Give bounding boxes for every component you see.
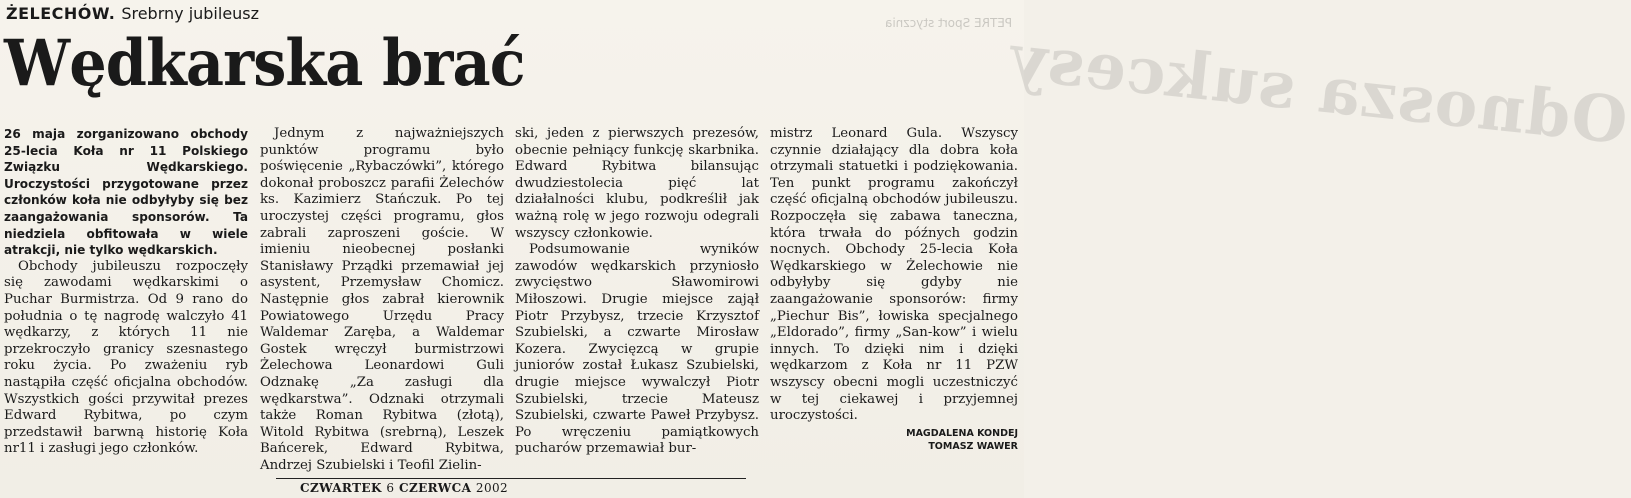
lead-paragraph: 26 maja zorganizowano obchody 25-lecia Koła nr 11 Polskiego Związku Wędkarskiego. Uroczystości przygotowane przez członków koła nie odbyłyby się bez zaangażowania sponsorów. Ta niedziela obfitowała w wiele atrakcji, nie tylko wędkarskich. (4, 127, 248, 258)
issue-day: CZWARTEK (300, 481, 382, 495)
body-paragraph: ski, jeden z pierwszych prezesów, obecnie pełniący funkcję skarbnika. Edward Rybitwa bilansując dwudziestolecia pięć lat działalności klubu, podkreślił jak ważną rolę w jego rozwoju odegrali wszyscy członkowie. (515, 126, 759, 241)
body-paragraph: Obchody jubileuszu rozpoczęły się zawodami wędkarskimi o Puchar Burmistrza. Od 9 rano do południa o tę nagrodę walczyło 41 wędkarzy, z których 11 nie przekroczyło granicy szesnastego roku życia. Po zważeniu ryb nastąpiła część oficjalna obchodów. Wszystkich gości przywitał prezes Edward Rybitwa, po czym przedstawił barwną historię Koła nr11 i zasługi jego członków. (4, 258, 248, 457)
bylines (770, 427, 1018, 453)
kicker-topic: Srebrny jubileusz (121, 4, 260, 23)
article-column-1 (4, 126, 248, 458)
issue-month: CZERWCA (399, 481, 472, 495)
author-byline: TOMASZ WAWER (928, 440, 1018, 452)
body-paragraph: Jednym z najważniejszych punktów programu było poświęcenie „Rybaczówki”, którego dokonał proboszcz parafii Żelechów ks. Kazimierz Stańczuk. Po tej uroczystej części programu, głos zabrali zaproszeni goście. W imieniu nieobecnej posłanki Stanisławy Prządki przemawiał jej asystent, Przemysław Chomicz. Następnie głos zabrał kierownik Powiatowego Urzędu Pracy Waldemar Zaręba, a Waldemar Gostek wręczył burmistrzowi Żelechowa Leonardowi Guli Odznakę „Za zasługi dla wędkarstwa”. Odznaki otrzymali także Roman Rybitwa (złotą), Witold Rybitwa (srebrną), Leszek Bańcerek, Edward Rybitwa, Andrzej Szubielski i Teofil Zielin- (260, 126, 504, 473)
article-column-2 (260, 126, 504, 474)
body-paragraph: mistrz Leonard Gula. Wszyscy czynnie działający dla dobra koła otrzymali statuetki i podziękowania. Ten punkt programu zakończył część oficjalną obchodów jubileuszu. Rozpoczęła się zabawa taneczna, która trwała do późnych godzin nocnych. Obchody 25-lecia Koła Wędkarskiego w Żelechowie nie odbyłyby się gdyby nie zaangażowanie sponsorów: firmy „Piechur Bis”, łowiska specjalnego „Eldorado”, firmy „San-kow” i wielu innych. To dzięki nim i dzięki wędkarzom z Koła nr 11 PZW wszyscy obecni mogli uczestniczyć w tej ciekawej i przyjemnej uroczystości. (770, 126, 1018, 424)
author-byline: MAGDALENA KONDEJ (906, 427, 1018, 439)
showthrough-small-text: PETRE Sport stycznia (884, 16, 1012, 30)
article-column-3 (515, 126, 759, 458)
kicker-place: ŻELECHÓW. (6, 4, 116, 23)
article-column-4 (770, 126, 1018, 453)
footer-rule (276, 478, 746, 479)
body-paragraph: Podsumowanie wyników zawodów wędkarskich przyniosło zwycięstwo Sławomirowi Miłoszowi. Drugie miejsce zajął Piotr Przybysz, trzecie Krzysztof Szubielski, a czwarte Mirosław Kozera. Zwycięzcą w grupie juniorów został Łukasz Szubielski, drugie miejsce wywalczył Piotr Szubielski, trzecie Mateusz Szubielski, czwarte Paweł Przybysz. Po wręczeniu pamiątkowych pucharów przemawiał bur- (515, 242, 759, 457)
kicker (6, 4, 259, 23)
article-headline: Wędkarska brać (4, 26, 525, 101)
issue-year: 2002 (475, 481, 509, 495)
showthrough-headline: Odnosza sukcesy (1006, 20, 1631, 160)
issue-date (300, 481, 508, 495)
issue-day-number: 6 (386, 481, 395, 495)
